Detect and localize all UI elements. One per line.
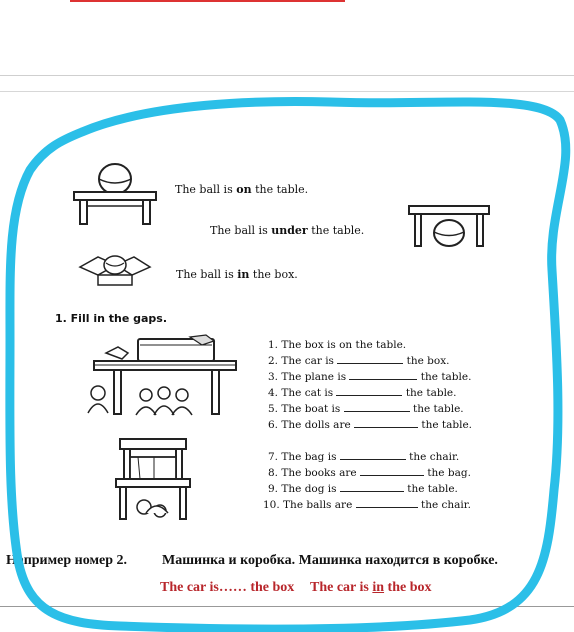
gap-item-5: 5. The boat is the table. [268, 403, 464, 415]
gap-item-3: 3. The plane is the table. [268, 371, 472, 383]
gap-item-2: 2. The car is the box. [268, 355, 450, 367]
example-under-sentence: The ball is under the table. [210, 224, 365, 237]
gap-item-9: 9. The dog is the table. [268, 483, 458, 495]
note-explanation: Машинка и коробка. Машинка находится в коробке. [162, 553, 498, 568]
gap-item-7: 7. The bag is the chair. [268, 451, 460, 463]
task-heading: 1. Fill in the gaps. [55, 312, 168, 325]
gap-item-4: 4. The cat is the table. [268, 387, 457, 399]
answer-example: The car is in the box [310, 580, 432, 595]
example-in-sentence: The ball is in the box. [176, 268, 298, 281]
note-example-number: Например номер 2. [6, 553, 127, 568]
gap-item-8: 8. The books are the bag. [268, 467, 471, 479]
gap-item-1: 1. The box is on the table. [268, 339, 407, 351]
gap-item-10: 10. The balls are the chair. [263, 499, 471, 511]
gap-item-6: 6. The dolls are the table. [268, 419, 473, 431]
example-on-sentence: The ball is on the table. [175, 183, 309, 196]
answer-template: The car is…… the box [160, 580, 295, 595]
